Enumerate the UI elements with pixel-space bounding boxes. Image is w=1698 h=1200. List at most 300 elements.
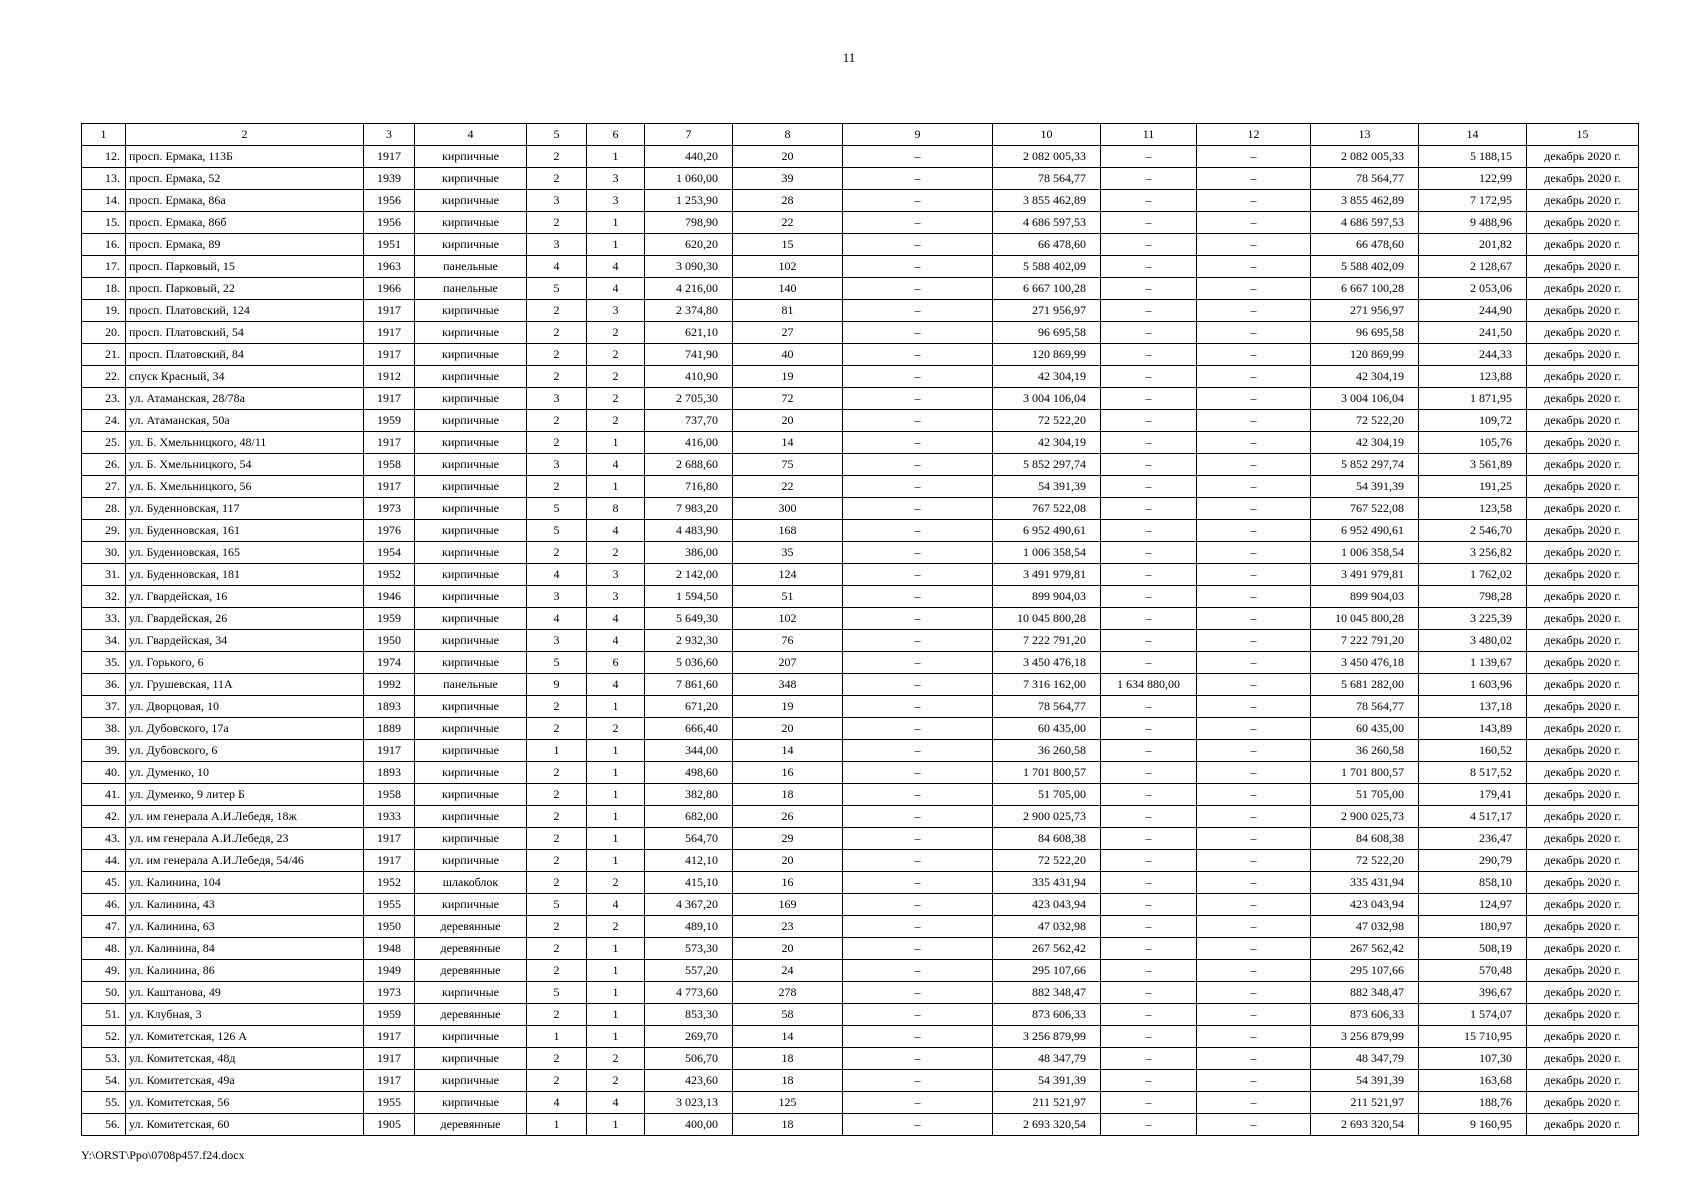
cell-cost-per-m2: 143,89 — [1419, 718, 1527, 740]
cell-area: 5 036,60 — [645, 652, 733, 674]
column-header-11: 11 — [1101, 124, 1197, 146]
cell-floors: 2 — [527, 1048, 587, 1070]
cell-deadline: декабрь 2020 г. — [1527, 674, 1639, 696]
cell-wall-material: панельные — [415, 278, 527, 300]
cell-entrances: 3 — [587, 300, 645, 322]
cell-address: ул. Горького, 6 — [126, 652, 364, 674]
cell-area: 3 023,13 — [645, 1092, 733, 1114]
column-header-1: 1 — [82, 124, 126, 146]
cell-year: 1917 — [364, 1070, 415, 1092]
cell-col-11: – — [1101, 762, 1197, 784]
cell-col-9: – — [843, 1026, 993, 1048]
cell-floors: 2 — [527, 718, 587, 740]
cell-cost-13: 5 588 402,09 — [1311, 256, 1419, 278]
table-header-row — [82, 124, 1639, 146]
cell-residents: 124 — [733, 564, 843, 586]
cell-entrances: 2 — [587, 344, 645, 366]
cell-cost-13: 42 304,19 — [1311, 432, 1419, 454]
cell-residents: 348 — [733, 674, 843, 696]
cell-cost-13: 47 032,98 — [1311, 916, 1419, 938]
table-row — [82, 674, 1639, 696]
cell-residents: 15 — [733, 234, 843, 256]
cell-floors: 2 — [527, 828, 587, 850]
cell-address: просп. Ермака, 113Б — [126, 146, 364, 168]
table-row — [82, 564, 1639, 586]
cell-address: ул. Калинина, 43 — [126, 894, 364, 916]
cell-floors: 1 — [527, 740, 587, 762]
cell-wall-material: кирпичные — [415, 1026, 527, 1048]
cell-col-11: – — [1101, 146, 1197, 168]
table-row — [82, 410, 1639, 432]
cell-cost-per-m2: 241,50 — [1419, 322, 1527, 344]
cell-floors: 2 — [527, 542, 587, 564]
cell-total-cost: 42 304,19 — [993, 432, 1101, 454]
cell-year: 1954 — [364, 542, 415, 564]
cell-cost-per-m2: 9 160,95 — [1419, 1114, 1527, 1136]
cell-col-9: – — [843, 520, 993, 542]
table-row — [82, 1092, 1639, 1114]
cell-entrances: 2 — [587, 1070, 645, 1092]
cell-row-number: 37. — [82, 696, 126, 718]
cell-deadline: декабрь 2020 г. — [1527, 608, 1639, 630]
cell-cost-per-m2: 8 517,52 — [1419, 762, 1527, 784]
cell-cost-13: 36 260,58 — [1311, 740, 1419, 762]
cell-deadline: декабрь 2020 г. — [1527, 564, 1639, 586]
cell-row-number: 49. — [82, 960, 126, 982]
cell-entrances: 2 — [587, 872, 645, 894]
cell-col-12: – — [1197, 1070, 1311, 1092]
cell-year: 1893 — [364, 762, 415, 784]
cell-col-12: – — [1197, 278, 1311, 300]
cell-floors: 3 — [527, 388, 587, 410]
cell-col-12: – — [1197, 960, 1311, 982]
cell-wall-material: деревянные — [415, 1114, 527, 1136]
cell-deadline: декабрь 2020 г. — [1527, 652, 1639, 674]
cell-floors: 5 — [527, 652, 587, 674]
cell-total-cost: 423 043,94 — [993, 894, 1101, 916]
cell-deadline: декабрь 2020 г. — [1527, 1114, 1639, 1136]
cell-col-12: – — [1197, 608, 1311, 630]
table-row — [82, 850, 1639, 872]
cell-address: ул. Комитетская, 60 — [126, 1114, 364, 1136]
cell-cost-13: 211 521,97 — [1311, 1092, 1419, 1114]
cell-year: 1917 — [364, 322, 415, 344]
cell-year: 1912 — [364, 366, 415, 388]
cell-col-9: – — [843, 608, 993, 630]
cell-residents: 19 — [733, 696, 843, 718]
cell-deadline: декабрь 2020 г. — [1527, 1092, 1639, 1114]
cell-total-cost: 66 478,60 — [993, 234, 1101, 256]
cell-area: 621,10 — [645, 322, 733, 344]
cell-entrances: 3 — [587, 564, 645, 586]
cell-col-9: – — [843, 344, 993, 366]
cell-wall-material: кирпичные — [415, 982, 527, 1004]
table-row — [82, 872, 1639, 894]
cell-col-9: – — [843, 806, 993, 828]
cell-entrances: 2 — [587, 366, 645, 388]
cell-total-cost: 78 564,77 — [993, 696, 1101, 718]
cell-entrances: 2 — [587, 388, 645, 410]
cell-col-9: – — [843, 234, 993, 256]
cell-total-cost: 3 450 476,18 — [993, 652, 1101, 674]
cell-col-9: – — [843, 652, 993, 674]
cell-col-9: – — [843, 916, 993, 938]
cell-col-11: – — [1101, 476, 1197, 498]
cell-col-12: – — [1197, 1048, 1311, 1070]
table-row — [82, 520, 1639, 542]
cell-entrances: 2 — [587, 322, 645, 344]
cell-year: 1951 — [364, 234, 415, 256]
cell-cost-13: 3 491 979,81 — [1311, 564, 1419, 586]
cell-residents: 19 — [733, 366, 843, 388]
cell-residents: 18 — [733, 1114, 843, 1136]
column-header-14: 14 — [1419, 124, 1527, 146]
cell-floors: 3 — [527, 454, 587, 476]
cell-total-cost: 3 491 979,81 — [993, 564, 1101, 586]
cell-residents: 168 — [733, 520, 843, 542]
cell-total-cost: 78 564,77 — [993, 168, 1101, 190]
column-header-8: 8 — [733, 124, 843, 146]
cell-floors: 5 — [527, 278, 587, 300]
cell-cost-13: 4 686 597,53 — [1311, 212, 1419, 234]
cell-cost-13: 60 435,00 — [1311, 718, 1419, 740]
cell-wall-material: кирпичные — [415, 388, 527, 410]
cell-col-11: – — [1101, 1004, 1197, 1026]
cell-area: 1 060,00 — [645, 168, 733, 190]
cell-residents: 14 — [733, 1026, 843, 1048]
cell-entrances: 1 — [587, 960, 645, 982]
cell-year: 1917 — [364, 1048, 415, 1070]
cell-cost-13: 335 431,94 — [1311, 872, 1419, 894]
cell-residents: 14 — [733, 740, 843, 762]
cell-wall-material: деревянные — [415, 938, 527, 960]
cell-row-number: 18. — [82, 278, 126, 300]
cell-entrances: 8 — [587, 498, 645, 520]
cell-floors: 2 — [527, 476, 587, 498]
cell-address: просп. Парковый, 15 — [126, 256, 364, 278]
cell-col-11: – — [1101, 872, 1197, 894]
cell-cost-per-m2: 9 488,96 — [1419, 212, 1527, 234]
cell-area: 269,70 — [645, 1026, 733, 1048]
cell-wall-material: кирпичные — [415, 586, 527, 608]
cell-total-cost: 3 004 106,04 — [993, 388, 1101, 410]
cell-wall-material: кирпичные — [415, 542, 527, 564]
cell-cost-13: 120 869,99 — [1311, 344, 1419, 366]
cell-total-cost: 6 667 100,28 — [993, 278, 1101, 300]
cell-entrances: 1 — [587, 146, 645, 168]
cell-deadline: декабрь 2020 г. — [1527, 322, 1639, 344]
cell-wall-material: кирпичные — [415, 212, 527, 234]
cell-year: 1889 — [364, 718, 415, 740]
cell-residents: 26 — [733, 806, 843, 828]
cell-area: 4 773,60 — [645, 982, 733, 1004]
cell-residents: 35 — [733, 542, 843, 564]
cell-residents: 20 — [733, 410, 843, 432]
cell-col-12: – — [1197, 674, 1311, 696]
table-row — [82, 916, 1639, 938]
cell-address: просп. Ермака, 86б — [126, 212, 364, 234]
cell-deadline: декабрь 2020 г. — [1527, 1048, 1639, 1070]
cell-row-number: 33. — [82, 608, 126, 630]
cell-row-number: 42. — [82, 806, 126, 828]
cell-deadline: декабрь 2020 г. — [1527, 982, 1639, 1004]
cell-area: 506,70 — [645, 1048, 733, 1070]
cell-col-11: – — [1101, 410, 1197, 432]
cell-area: 1 594,50 — [645, 586, 733, 608]
cell-area: 1 253,90 — [645, 190, 733, 212]
cell-col-11: – — [1101, 652, 1197, 674]
cell-address: просп. Ермака, 52 — [126, 168, 364, 190]
cell-year: 1959 — [364, 410, 415, 432]
cell-col-11: – — [1101, 278, 1197, 300]
cell-wall-material: кирпичные — [415, 630, 527, 652]
cell-wall-material: кирпичные — [415, 784, 527, 806]
cell-area: 7 861,60 — [645, 674, 733, 696]
cell-cost-13: 72 522,20 — [1311, 850, 1419, 872]
cell-year: 1917 — [364, 740, 415, 762]
cell-row-number: 30. — [82, 542, 126, 564]
cell-area: 386,00 — [645, 542, 733, 564]
cell-residents: 58 — [733, 1004, 843, 1026]
cell-total-cost: 3 256 879,99 — [993, 1026, 1101, 1048]
cell-year: 1976 — [364, 520, 415, 542]
cell-residents: 29 — [733, 828, 843, 850]
cell-deadline: декабрь 2020 г. — [1527, 168, 1639, 190]
cell-col-9: – — [843, 828, 993, 850]
cell-cost-per-m2: 160,52 — [1419, 740, 1527, 762]
cell-entrances: 4 — [587, 278, 645, 300]
cell-floors: 2 — [527, 300, 587, 322]
cell-cost-per-m2: 1 762,02 — [1419, 564, 1527, 586]
cell-cost-13: 267 562,42 — [1311, 938, 1419, 960]
cell-row-number: 31. — [82, 564, 126, 586]
cell-address: ул. Гвардейская, 16 — [126, 586, 364, 608]
cell-col-9: – — [843, 476, 993, 498]
cell-cost-per-m2: 105,76 — [1419, 432, 1527, 454]
cell-deadline: декабрь 2020 г. — [1527, 894, 1639, 916]
cell-col-11: – — [1101, 608, 1197, 630]
cell-total-cost: 36 260,58 — [993, 740, 1101, 762]
cell-wall-material: кирпичные — [415, 520, 527, 542]
cell-col-12: – — [1197, 586, 1311, 608]
cell-row-number: 36. — [82, 674, 126, 696]
cell-year: 1917 — [364, 850, 415, 872]
cell-row-number: 52. — [82, 1026, 126, 1048]
cell-wall-material: деревянные — [415, 1004, 527, 1026]
cell-col-12: – — [1197, 1092, 1311, 1114]
cell-floors: 3 — [527, 586, 587, 608]
cell-year: 1956 — [364, 190, 415, 212]
cell-col-12: – — [1197, 190, 1311, 212]
cell-col-12: – — [1197, 894, 1311, 916]
cell-cost-per-m2: 3 256,82 — [1419, 542, 1527, 564]
cell-area: 400,00 — [645, 1114, 733, 1136]
cell-wall-material: кирпичные — [415, 718, 527, 740]
table-row — [82, 1114, 1639, 1136]
cell-col-9: – — [843, 212, 993, 234]
cell-cost-13: 51 705,00 — [1311, 784, 1419, 806]
cell-area: 2 142,00 — [645, 564, 733, 586]
cell-year: 1917 — [364, 344, 415, 366]
cell-cost-13: 5 852 297,74 — [1311, 454, 1419, 476]
cell-deadline: декабрь 2020 г. — [1527, 498, 1639, 520]
cell-wall-material: кирпичные — [415, 476, 527, 498]
cell-col-12: – — [1197, 322, 1311, 344]
cell-entrances: 1 — [587, 476, 645, 498]
cell-floors: 2 — [527, 410, 587, 432]
data-table — [81, 123, 1639, 1136]
cell-col-12: – — [1197, 564, 1311, 586]
cell-col-9: – — [843, 718, 993, 740]
cell-address: ул. им генерала А.И.Лебедя, 18ж — [126, 806, 364, 828]
cell-wall-material: кирпичные — [415, 608, 527, 630]
table-row — [82, 542, 1639, 564]
cell-col-11: – — [1101, 212, 1197, 234]
cell-col-11: – — [1101, 718, 1197, 740]
column-header-6: 6 — [587, 124, 645, 146]
cell-floors: 4 — [527, 608, 587, 630]
cell-cost-13: 78 564,77 — [1311, 168, 1419, 190]
cell-col-12: – — [1197, 498, 1311, 520]
cell-col-9: – — [843, 938, 993, 960]
cell-deadline: декабрь 2020 г. — [1527, 278, 1639, 300]
table-row — [82, 784, 1639, 806]
cell-year: 1917 — [364, 388, 415, 410]
cell-col-11: – — [1101, 366, 1197, 388]
table-row — [82, 630, 1639, 652]
cell-year: 1955 — [364, 1092, 415, 1114]
cell-entrances: 4 — [587, 520, 645, 542]
cell-cost-per-m2: 2 128,67 — [1419, 256, 1527, 278]
cell-col-11: – — [1101, 388, 1197, 410]
cell-address: ул. Комитетская, 126 А — [126, 1026, 364, 1048]
cell-address: ул. Каштанова, 49 — [126, 982, 364, 1004]
cell-row-number: 35. — [82, 652, 126, 674]
cell-cost-13: 873 606,33 — [1311, 1004, 1419, 1026]
cell-col-11: – — [1101, 1048, 1197, 1070]
cell-total-cost: 7 222 791,20 — [993, 630, 1101, 652]
cell-wall-material: деревянные — [415, 960, 527, 982]
table-row — [82, 146, 1639, 168]
cell-col-11: – — [1101, 1070, 1197, 1092]
cell-residents: 207 — [733, 652, 843, 674]
table-row — [82, 168, 1639, 190]
table-row — [82, 938, 1639, 960]
cell-col-9: – — [843, 630, 993, 652]
cell-cost-per-m2: 290,79 — [1419, 850, 1527, 872]
cell-col-9: – — [843, 740, 993, 762]
cell-area: 716,80 — [645, 476, 733, 498]
cell-cost-per-m2: 123,88 — [1419, 366, 1527, 388]
cell-total-cost: 7 316 162,00 — [993, 674, 1101, 696]
table-row — [82, 828, 1639, 850]
cell-total-cost: 51 705,00 — [993, 784, 1101, 806]
cell-cost-13: 271 956,97 — [1311, 300, 1419, 322]
cell-cost-per-m2: 122,99 — [1419, 168, 1527, 190]
cell-year: 1946 — [364, 586, 415, 608]
cell-col-12: – — [1197, 1026, 1311, 1048]
cell-cost-per-m2: 201,82 — [1419, 234, 1527, 256]
cell-col-12: – — [1197, 630, 1311, 652]
cell-deadline: декабрь 2020 г. — [1527, 256, 1639, 278]
cell-address: ул. Думенко, 10 — [126, 762, 364, 784]
cell-deadline: декабрь 2020 г. — [1527, 916, 1639, 938]
cell-total-cost: 6 952 490,61 — [993, 520, 1101, 542]
cell-col-12: – — [1197, 784, 1311, 806]
cell-cost-13: 3 450 476,18 — [1311, 652, 1419, 674]
cell-year: 1949 — [364, 960, 415, 982]
cell-cost-per-m2: 508,19 — [1419, 938, 1527, 960]
cell-total-cost: 295 107,66 — [993, 960, 1101, 982]
cell-entrances: 4 — [587, 1092, 645, 1114]
cell-wall-material: панельные — [415, 674, 527, 696]
cell-cost-13: 3 855 462,89 — [1311, 190, 1419, 212]
cell-floors: 2 — [527, 168, 587, 190]
cell-col-12: – — [1197, 828, 1311, 850]
cell-floors: 5 — [527, 982, 587, 1004]
cell-floors: 2 — [527, 850, 587, 872]
cell-col-11: – — [1101, 784, 1197, 806]
cell-row-number: 39. — [82, 740, 126, 762]
cell-cost-per-m2: 244,90 — [1419, 300, 1527, 322]
cell-row-number: 55. — [82, 1092, 126, 1114]
cell-cost-per-m2: 3 225,39 — [1419, 608, 1527, 630]
column-header-10: 10 — [993, 124, 1101, 146]
cell-col-12: – — [1197, 476, 1311, 498]
cell-residents: 16 — [733, 872, 843, 894]
cell-address: ул. Буденновская, 161 — [126, 520, 364, 542]
table-row — [82, 256, 1639, 278]
cell-cost-13: 295 107,66 — [1311, 960, 1419, 982]
cell-total-cost: 5 852 297,74 — [993, 454, 1101, 476]
cell-cost-13: 882 348,47 — [1311, 982, 1419, 1004]
cell-col-11: – — [1101, 498, 1197, 520]
table-row — [82, 366, 1639, 388]
cell-address: ул. Дубовского, 17а — [126, 718, 364, 740]
cell-col-9: – — [843, 454, 993, 476]
cell-floors: 2 — [527, 916, 587, 938]
cell-col-9: – — [843, 432, 993, 454]
cell-address: ул. Буденновская, 181 — [126, 564, 364, 586]
cell-cost-13: 2 082 005,33 — [1311, 146, 1419, 168]
cell-col-9: – — [843, 498, 993, 520]
cell-wall-material: кирпичные — [415, 498, 527, 520]
cell-col-11: – — [1101, 1114, 1197, 1136]
cell-residents: 51 — [733, 586, 843, 608]
table-row — [82, 498, 1639, 520]
cell-total-cost: 2 900 025,73 — [993, 806, 1101, 828]
cell-year: 1966 — [364, 278, 415, 300]
cell-entrances: 4 — [587, 894, 645, 916]
cell-area: 489,10 — [645, 916, 733, 938]
cell-col-9: – — [843, 168, 993, 190]
cell-col-9: – — [843, 1092, 993, 1114]
cell-wall-material: кирпичные — [415, 168, 527, 190]
cell-residents: 40 — [733, 344, 843, 366]
cell-residents: 20 — [733, 938, 843, 960]
cell-col-12: – — [1197, 872, 1311, 894]
cell-row-number: 32. — [82, 586, 126, 608]
cell-area: 415,10 — [645, 872, 733, 894]
cell-total-cost: 271 956,97 — [993, 300, 1101, 322]
cell-entrances: 2 — [587, 718, 645, 740]
cell-entrances: 4 — [587, 256, 645, 278]
cell-col-11: – — [1101, 454, 1197, 476]
cell-address: ул. им генерала А.И.Лебедя, 54/46 — [126, 850, 364, 872]
cell-cost-per-m2: 244,33 — [1419, 344, 1527, 366]
cell-cost-13: 3 004 106,04 — [1311, 388, 1419, 410]
cell-col-9: – — [843, 1114, 993, 1136]
